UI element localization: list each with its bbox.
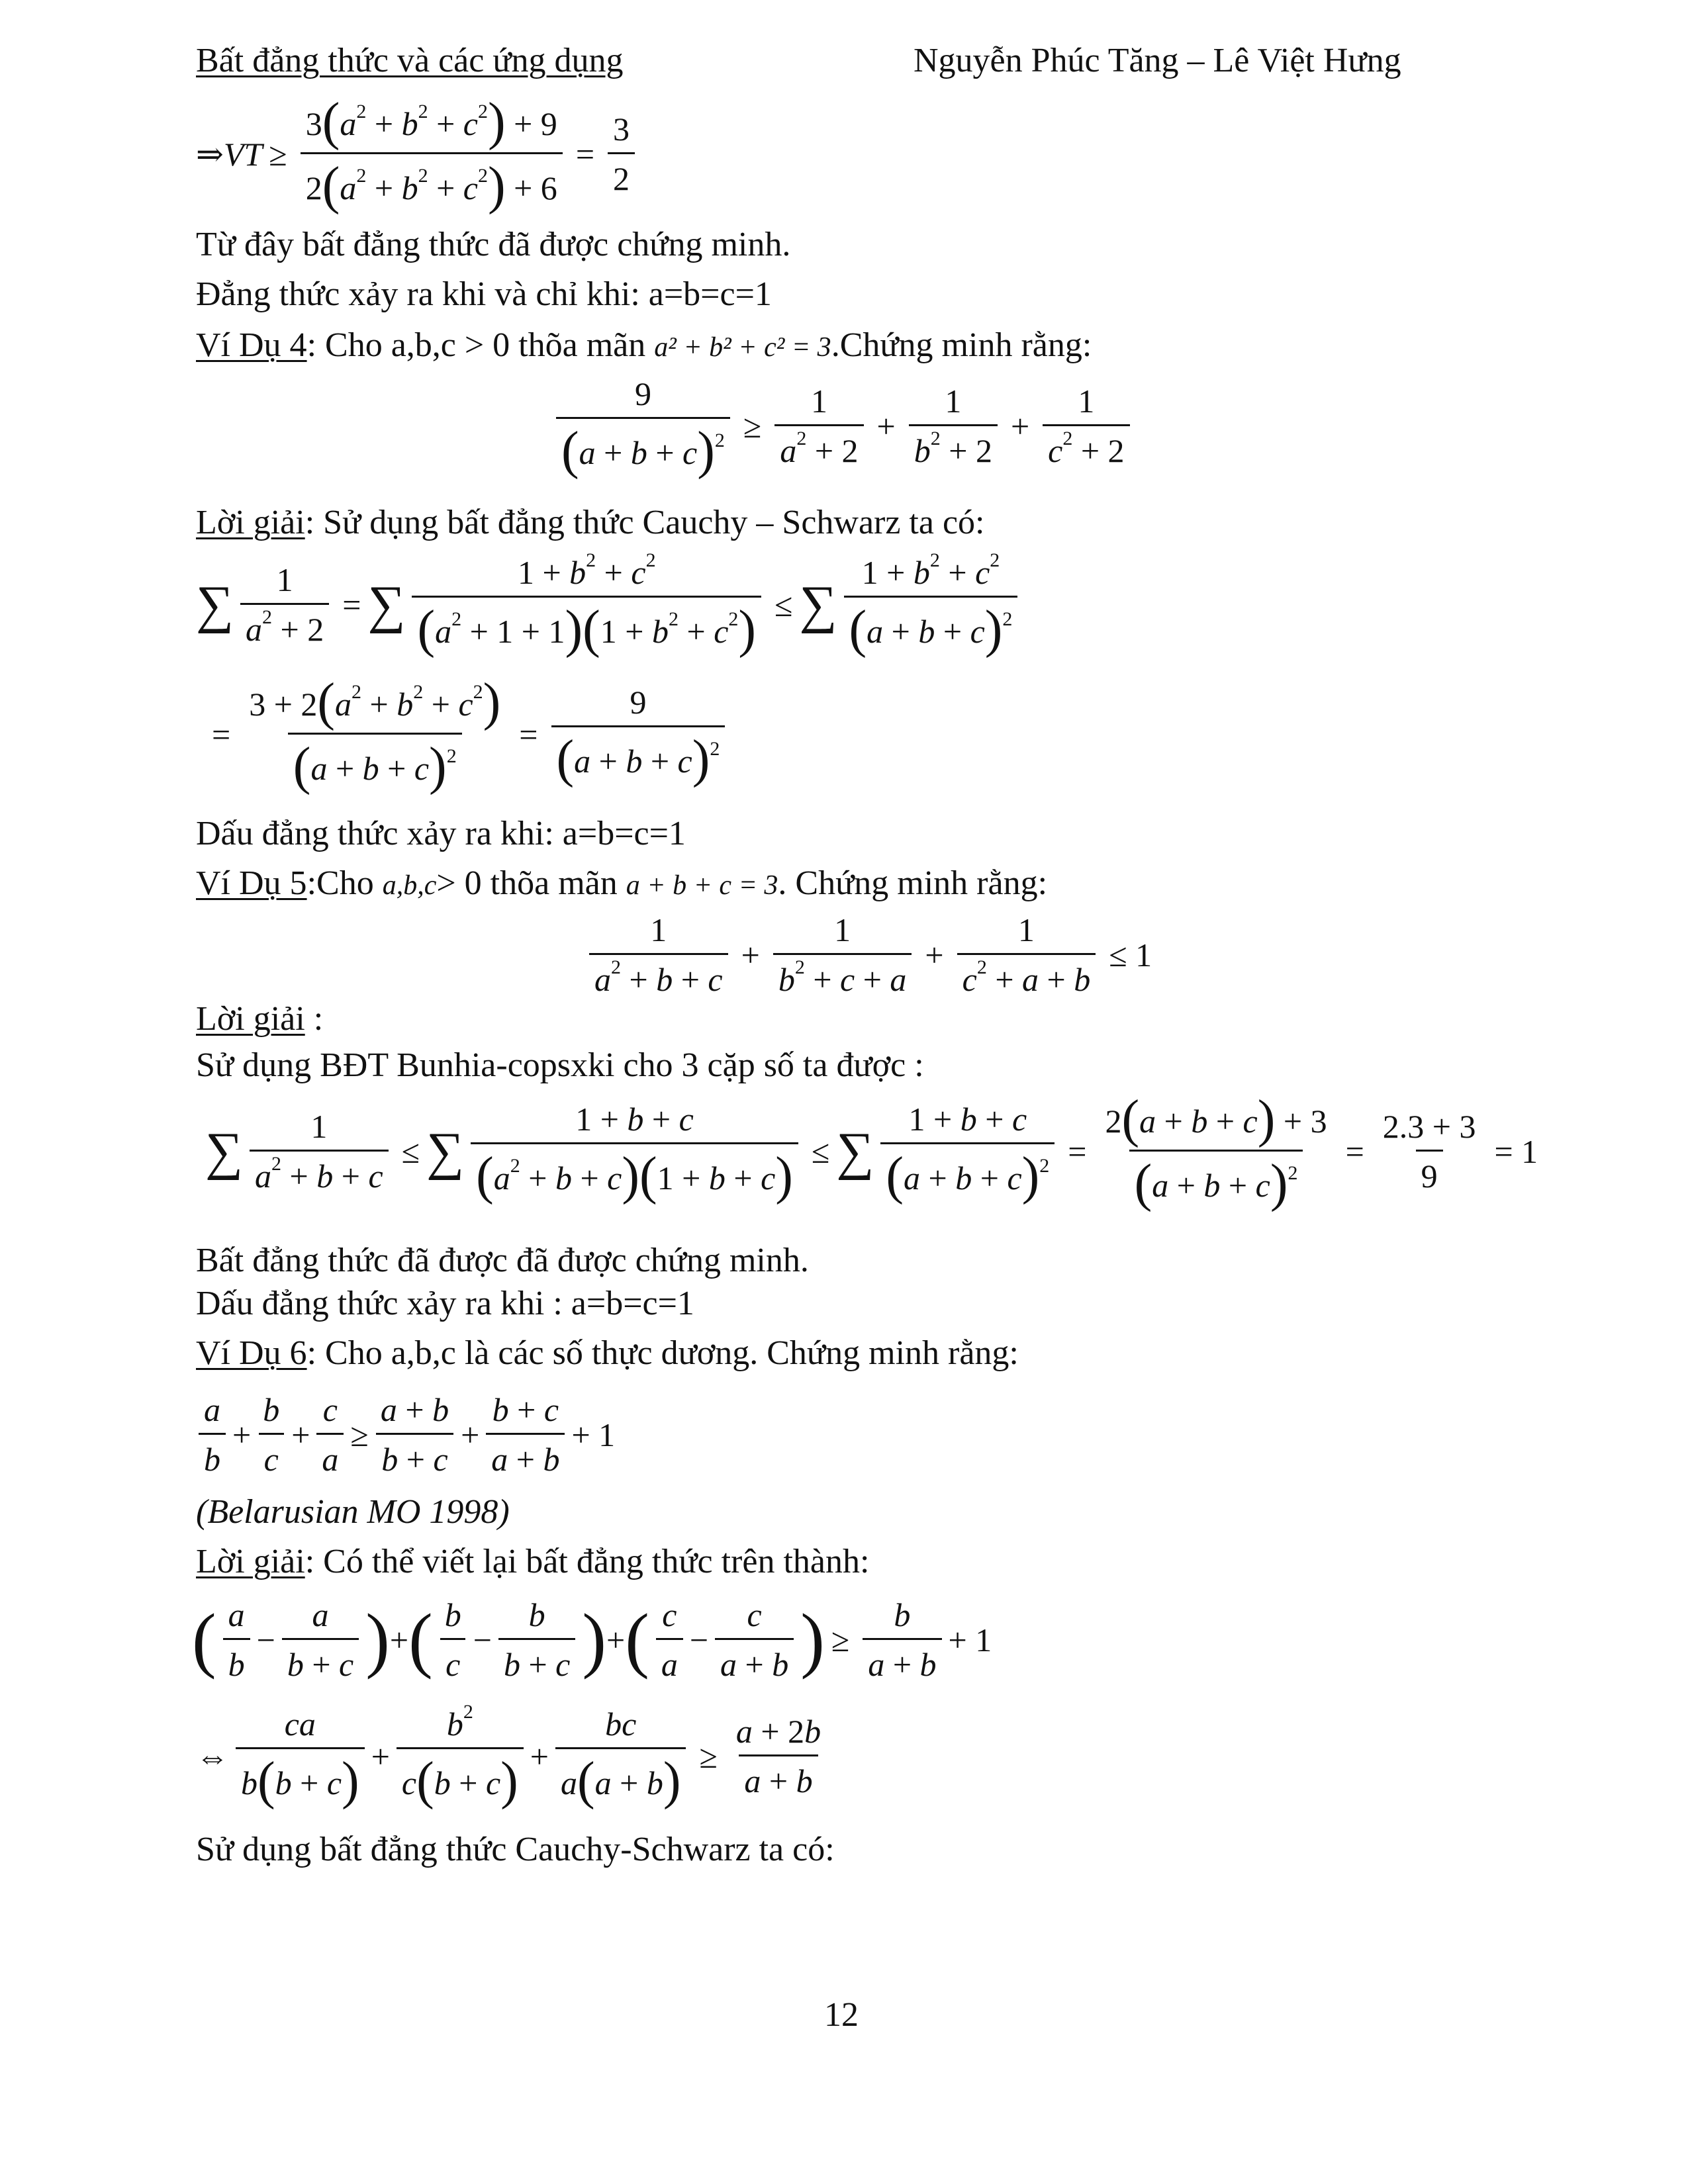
page-number: 12 [824, 1996, 859, 2034]
solution-5-heading: Lời giải : [196, 1000, 324, 1038]
equation-vt: ⇒VT ≥ $\frac{3(a^2 + b^2 + c^2) + 9}{2(a^2 + b^2 + c^2) + 6}$ = $\frac{3}{2}$ [196, 98, 641, 210]
text-line: Đẳng thức xảy ra khi và chỉ khi: a=b=c=1 [196, 275, 772, 313]
text-line: Dấu đẳng thức xảy ra khi: a=b=c=1 [196, 815, 686, 852]
header-authors: Nguyễn Phúc Tăng – Lê Việt Hưng [914, 42, 1401, 79]
equation-ex4: $\frac{9}{(a + b + c)^2}$ ≥ $\frac{1}{a^2 + 2}$ + $\frac{1}{b^2 + 2}$ + $\frac{1}{c^2 + 2}$ [549, 377, 1137, 475]
equation-sol5: ∑ $\frac{1}{a^2 + b + c}$ ≤ ∑ $\frac{1 + b + c}{(a^2 + b + c)(1 + b + c)}$ ≤ ∑ $\frac{1 + b + c}{(a + b + c)^2}$ = $\frac{2(a + b + c) + 3}{(a + b + c)^2}$ = $\frac{2.3 + 3}{9}$ = 1 [205, 1090, 1538, 1212]
text-line: Dấu đẳng thức xảy ra khi : a=b=c=1 [196, 1285, 694, 1322]
text-line: Sử dụng BĐT Bunhia-copsxki cho 3 cặp số ta được : [196, 1046, 924, 1084]
example-4-heading: Ví Dụ 4: Cho a,b,c > 0 thõa mãn a² + b² + c² = 3.Chứng minh rằng: [196, 326, 1092, 364]
text-line: Sử dụng bất đẳng thức Cauchy-Schwarz ta có: [196, 1831, 835, 1868]
header-title: Bất đẳng thức và các ứng dụng [196, 42, 624, 79]
example-6-heading: Ví Dụ 6: Cho a,b,c là các số thực dương. Chứng minh rằng: [196, 1334, 1019, 1372]
equation-sol6-a: ( $\frac{a}{b}$ − $\frac{a}{b + c}$ ) + ( $\frac{b}{c}$ − $\frac{b}{b + c}$ ) + ( $\frac{c}{a}$ − $\frac{c}{a + b}$ ) ≥ $\frac{b}{a + b}$ + 1 [192, 1596, 992, 1683]
text-line: Từ đây bất đẳng thức đã được chứng minh. [196, 226, 791, 263]
text-line: Bất đẳng thức đã được đã được chứng minh. [196, 1242, 809, 1279]
equation-sol6-b: ⇔ $\frac{ca}{b(b + c)}$ + $\frac{b^2}{c(b + c)}$ + $\frac{bc}{a(a + b)}$ ≥ $\frac{a + 2b}{a + b}$ [196, 1701, 821, 1810]
equation-ex6: $\frac{a}{b}$ + $\frac{b}{c}$ + $\frac{c}{a}$ ≥ $\frac{a + b}{b + c}$ + $\frac{b + c}{a + b}$ + 1 [192, 1393, 615, 1476]
solution-6-heading: Lời giải: Có thể viết lại bất đẳng thức trên thành: [196, 1543, 870, 1580]
equation-ex5: $\frac{1}{a^2 + b + c}$ + $\frac{1}{b^2 + c + a}$ + $\frac{1}{c^2 + a + b}$ ≤ 1 [583, 913, 1158, 996]
example-5-heading: Ví Dụ 5:Cho a,b,c> 0 thõa mãn a + b + c = 3. Chứng minh rằng: [196, 864, 1048, 902]
solution-4-heading: Lời giải: Sử dụng bất đẳng thức Cauchy – Schwarz ta có: [196, 504, 985, 541]
equation-sol4-a: ∑ $\frac{1}{a^2 + 2}$ = ∑ $\frac{1 + b^2 + c^2}{(a^2 + 1 + 1)(1 + b^2 + c^2)}$ ≤ ∑ $\frac{1 + b^2 + c^2}{(a + b + c)^2}$ [196, 556, 1024, 653]
source-citation: (Belarusian MO 1998) [196, 1493, 510, 1531]
equation-sol4-b: = $\frac{3 + 2(a^2 + b^2 + c^2)}{(a + b + c)^2}$ = $\frac{9}{(a + b + c)^2}$ [205, 678, 731, 790]
